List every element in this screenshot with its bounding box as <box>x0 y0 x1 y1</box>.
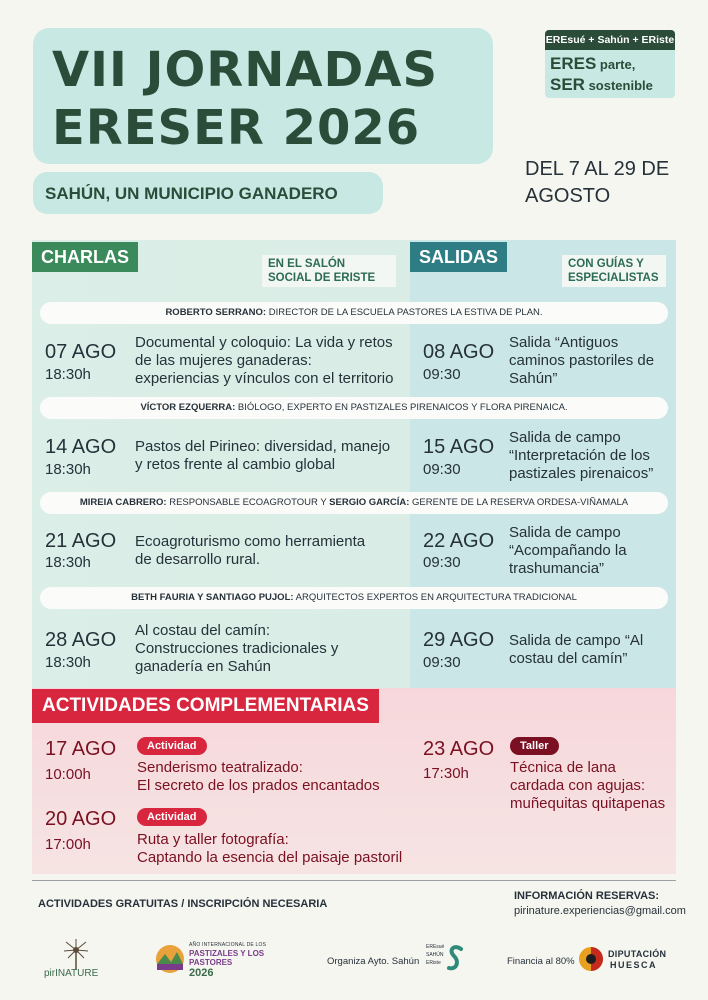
event-subtitle: SAHÚN, UN MUNICIPIO GANADERO <box>45 184 338 203</box>
s-swirl-icon <box>446 944 464 974</box>
ereser-logo-line2: SAHÚN <box>426 952 444 958</box>
dandelion-icon <box>56 938 96 970</box>
talk-description: Ecoagroturismo como herramienta de desarrollo rural. <box>135 533 366 568</box>
charlas-heading: CHARLAS <box>32 242 138 272</box>
talk-time: 18:30h <box>45 461 91 478</box>
talk-time: 18:30h <box>45 654 91 671</box>
rangelands-year-line3: PASTORES <box>189 958 233 967</box>
activity-description-line1: Senderismo teatralizado: <box>137 759 303 776</box>
activity-description-line3: muñequitas quitapenas <box>510 795 666 812</box>
activity-description-line1: Técnica de lana <box>510 759 616 776</box>
funding-note: Financia al 80% <box>507 956 575 967</box>
charlas-location-note: EN EL SALÓN SOCIAL DE ERISTE <box>262 255 396 287</box>
activity-description-line2: Captando la esencia del paisaje pastoril <box>137 849 403 866</box>
trip-description: Salida “Antiguos caminos pastoriles de Sahún” <box>509 334 655 387</box>
trip-date: 08 AGO <box>423 341 495 363</box>
talk-date: 14 AGO <box>45 436 117 458</box>
trip-time: 09:30 <box>423 461 461 478</box>
activity-time: 17:30h <box>423 765 469 782</box>
event-title-line1: VII JORNADAS <box>52 42 439 98</box>
talk-time: 18:30h <box>45 554 91 571</box>
speaker-bar: BETH FAURIA Y SANTIAGO PUJOL: ARQUITECTOS EXPERTOS EN ARQUITECTURA TRADICIONAL <box>40 587 668 609</box>
talk-description: Al costau del camín: Construcciones tradicionales y ganadería en Sahún <box>135 622 339 675</box>
pastoral-landscape-icon <box>155 944 185 974</box>
salidas-heading: SALIDAS <box>410 242 507 272</box>
trip-date: 29 AGO <box>423 629 495 651</box>
activity-time: 17:00h <box>45 836 91 853</box>
trip-time: 09:30 <box>423 366 461 383</box>
speaker-bar: ROBERTO SERRANO: DIRECTOR DE LA ESCUELA PASTORES LA ESTIVA DE PLAN. <box>40 302 668 324</box>
ereser-logo-line3: ERiste <box>426 960 441 966</box>
workshop-tag: Taller <box>510 737 559 755</box>
free-registration-note: ACTIVIDADES GRATUITAS / INSCRIPCIÓN NECESARIA <box>38 898 328 910</box>
diputacion-emblem-icon <box>578 946 604 972</box>
footer-divider <box>32 880 676 881</box>
booking-email[interactable]: pirinature.experiencias@gmail.com <box>514 905 686 917</box>
trip-date: 15 AGO <box>423 436 495 458</box>
pirinature-logo <box>44 938 108 982</box>
event-title-line2: ERESER 2026 <box>52 100 421 156</box>
trip-time: 09:30 <box>423 554 461 571</box>
slogan-line2: SER sostenible <box>550 75 653 94</box>
activity-date: 23 AGO <box>423 738 495 760</box>
event-dates: DEL 7 AL 29 DE AGOSTO <box>525 158 670 207</box>
talk-date: 07 AGO <box>45 341 117 363</box>
rangelands-year-line2: PASTIZALES Y LOS <box>189 949 265 958</box>
activity-time: 10:00h <box>45 766 91 783</box>
slogan-line1: ERES parte, <box>550 54 636 73</box>
activity-tag: Actividad <box>137 808 207 826</box>
pirinature-logo-text: pirINATURE <box>44 968 99 979</box>
diputacion-text: DIPUTACIÓN <box>608 949 667 959</box>
organizer-note: Organiza Ayto. Sahún <box>327 956 420 967</box>
talk-date: 28 AGO <box>45 629 117 651</box>
activity-date: 20 AGO <box>45 808 117 830</box>
trip-description: Salida de campo “Al costau del camín” <box>509 632 644 667</box>
ereser-logo-line1: EREsué <box>426 944 445 950</box>
ereser-logo <box>426 942 466 976</box>
rangelands-year-line1: AÑO INTERNACIONAL DE LOS <box>189 942 267 948</box>
activity-description-line2: cardada con agujas: <box>510 777 646 794</box>
activity-date: 17 AGO <box>45 738 117 760</box>
huesca-text: HUESCA <box>610 960 658 970</box>
trip-time: 09:30 <box>423 654 461 671</box>
salidas-guides-note: CON GUÍAS Y ESPECIALISTAS <box>562 255 666 287</box>
slogan-strip: EREsué + Sahún + ERiste <box>545 30 675 50</box>
trip-description: Salida de campo “Acompañando la trashumancia” <box>509 524 627 577</box>
activity-tag: Actividad <box>137 737 207 755</box>
talk-description: Documental y coloquio: La vida y retos de las mujeres ganaderas: experiencias y vínculos con el territorio <box>135 334 394 387</box>
activity-description-line2: El secreto de los prados encantados <box>137 777 380 794</box>
complementary-heading: ACTIVIDADES COMPLEMENTARIAS <box>32 689 379 723</box>
rangelands-year-number: 2026 <box>189 967 214 979</box>
speaker-bar: MIREIA CABRERO: RESPONSABLE ECOAGROTOUR Y SERGIO GARCÍA: GERENTE DE LA RESERVA ORDESA-VIÑAMALA <box>40 492 668 514</box>
diputacion-huesca-logo <box>578 944 670 974</box>
rangelands-year-logo <box>155 942 275 982</box>
talk-time: 18:30h <box>45 366 91 383</box>
trip-date: 22 AGO <box>423 530 495 552</box>
talk-date: 21 AGO <box>45 530 117 552</box>
booking-info-title: INFORMACIÓN RESERVAS: <box>514 890 660 902</box>
activity-description-line1: Ruta y taller fotografía: <box>137 831 289 848</box>
speaker-bar: VÍCTOR EZQUERRA: BIÓLOGO, EXPERTO EN PASTIZALES PIRENAICOS Y FLORA PIRENAICA. <box>40 397 668 419</box>
talk-description: Pastos del Pirineo: diversidad, manejo y retos frente al cambio global <box>135 438 391 473</box>
trip-description: Salida de campo “Interpretación de los pastizales pirenaicos” <box>509 429 654 482</box>
